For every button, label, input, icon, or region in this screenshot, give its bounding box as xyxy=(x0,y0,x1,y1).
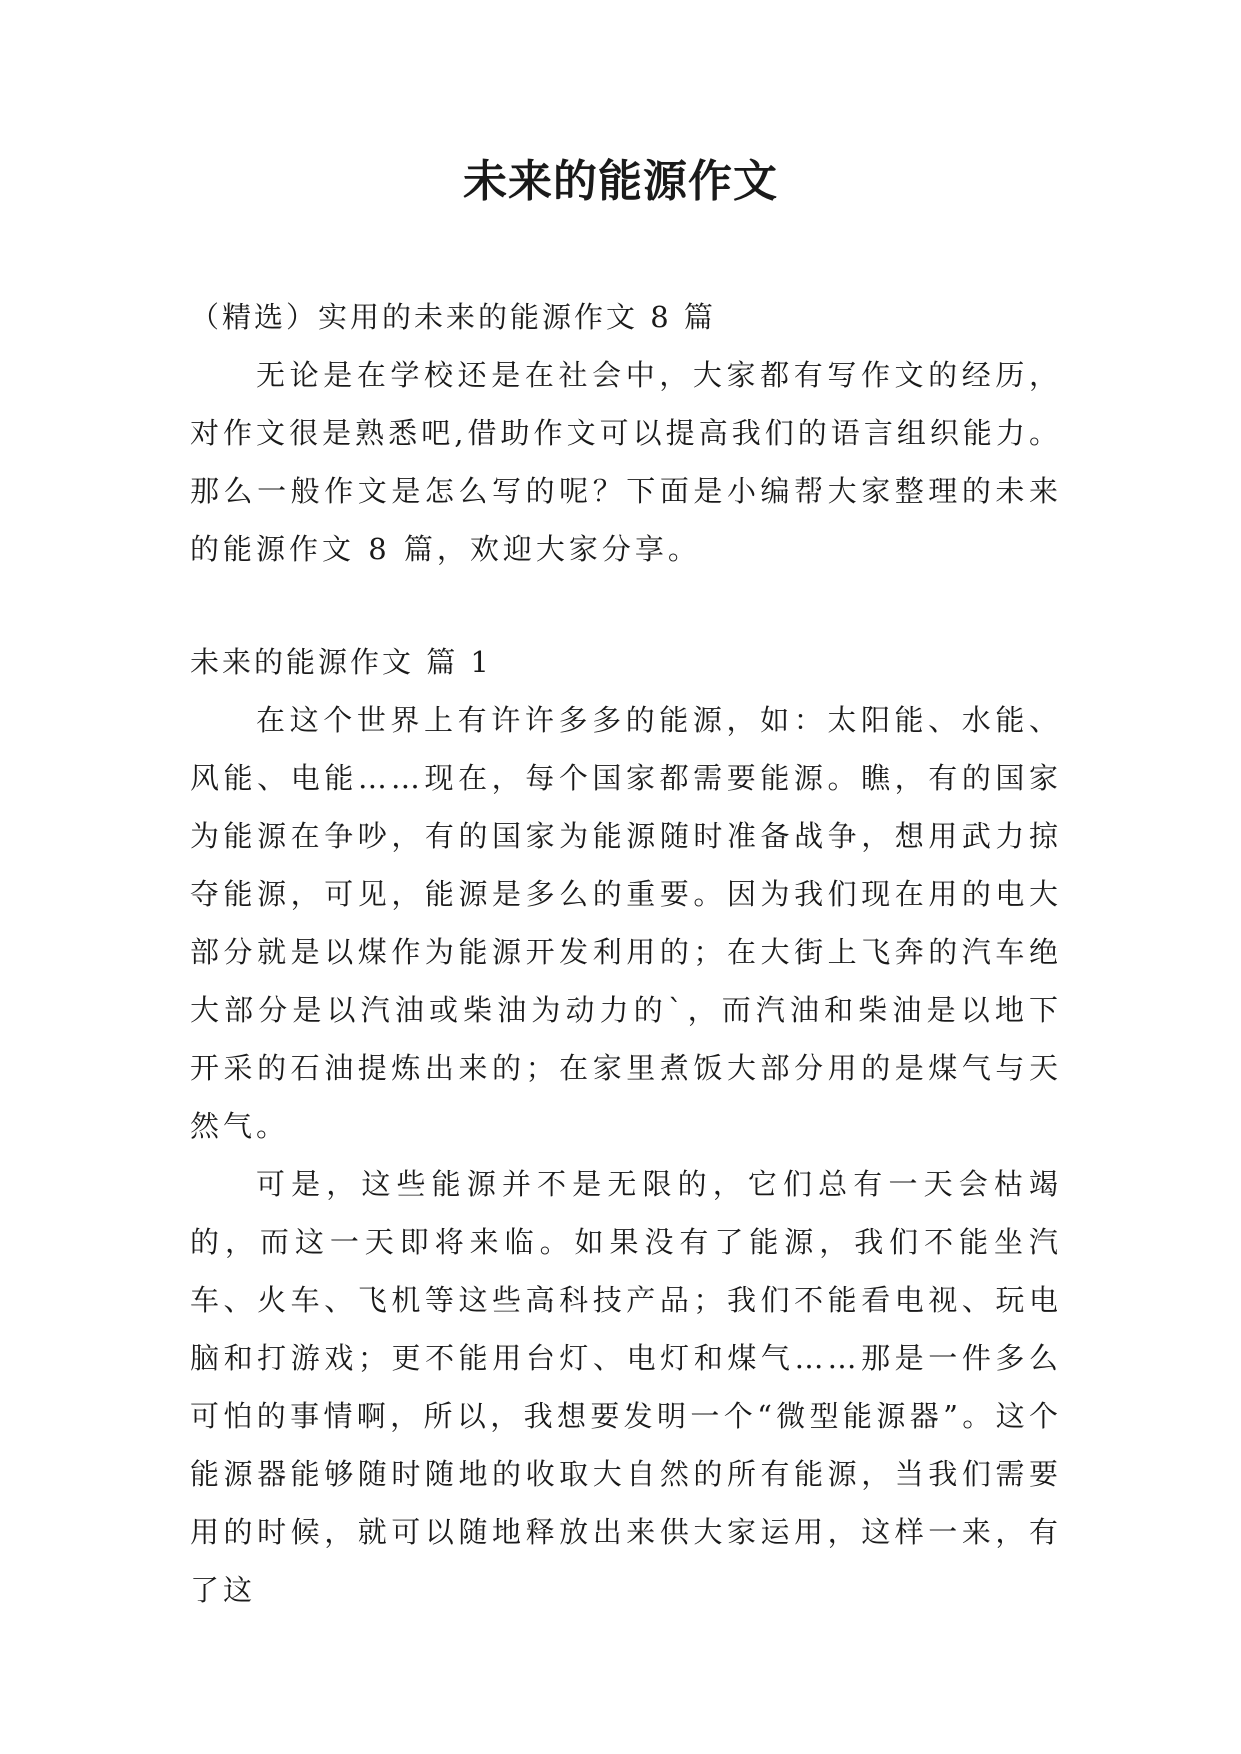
document-subtitle: （精选）实用的未来的能源作文 8 篇 xyxy=(190,300,716,334)
section-heading: 未来的能源作文 篇 1 xyxy=(190,645,492,679)
body-paragraph: 可是，这些能源并不是无限的，它们总有一天会枯竭的，而这一天即将来临。如果没有了能源，我们不能坐汽车、火车、飞机等这些高科技产品；我们不能看电视、玩电脑和打游戏；更不能用台灯、电灯和煤气……那是一件多么可怕的事情啊，所以，我想要发明一个“微型能源器”。这个能源器能够随时随地的收取大自然的所有能源，当我们需要用的时候，就可以随地释放出来供大家运用，这样一来，有了这 xyxy=(190,1167,1062,1607)
document-body xyxy=(190,288,1062,1619)
page-title: 未来的能源作文 xyxy=(463,156,778,207)
intro-paragraph: 无论是在学校还是在社会中，大家都有写作文的经历，对作文很是熟悉吧,借助作文可以提高我们的语言组织能力。那么一般作文是怎么写的呢？下面是小编帮大家整理的未来的能源作文 8 篇，欢迎大家分享。 xyxy=(190,358,1062,566)
body-paragraph: 在这个世界上有许许多多的能源，如：太阳能、水能、风能、电能……现在，每个国家都需要能源。瞧，有的国家为能源在争吵，有的国家为能源随时准备战争，想用武力掠夺能源，可见，能源是多么的重要。因为我们现在用的电大部分就是以煤作为能源开发利用的；在大街上飞奔的汽车绝大部分是以汽油或柴油为动力的`，而汽油和柴油是以地下开采的石油提炼出来的；在家里煮饭大部分用的是煤气与天然气。 xyxy=(190,703,1062,1143)
